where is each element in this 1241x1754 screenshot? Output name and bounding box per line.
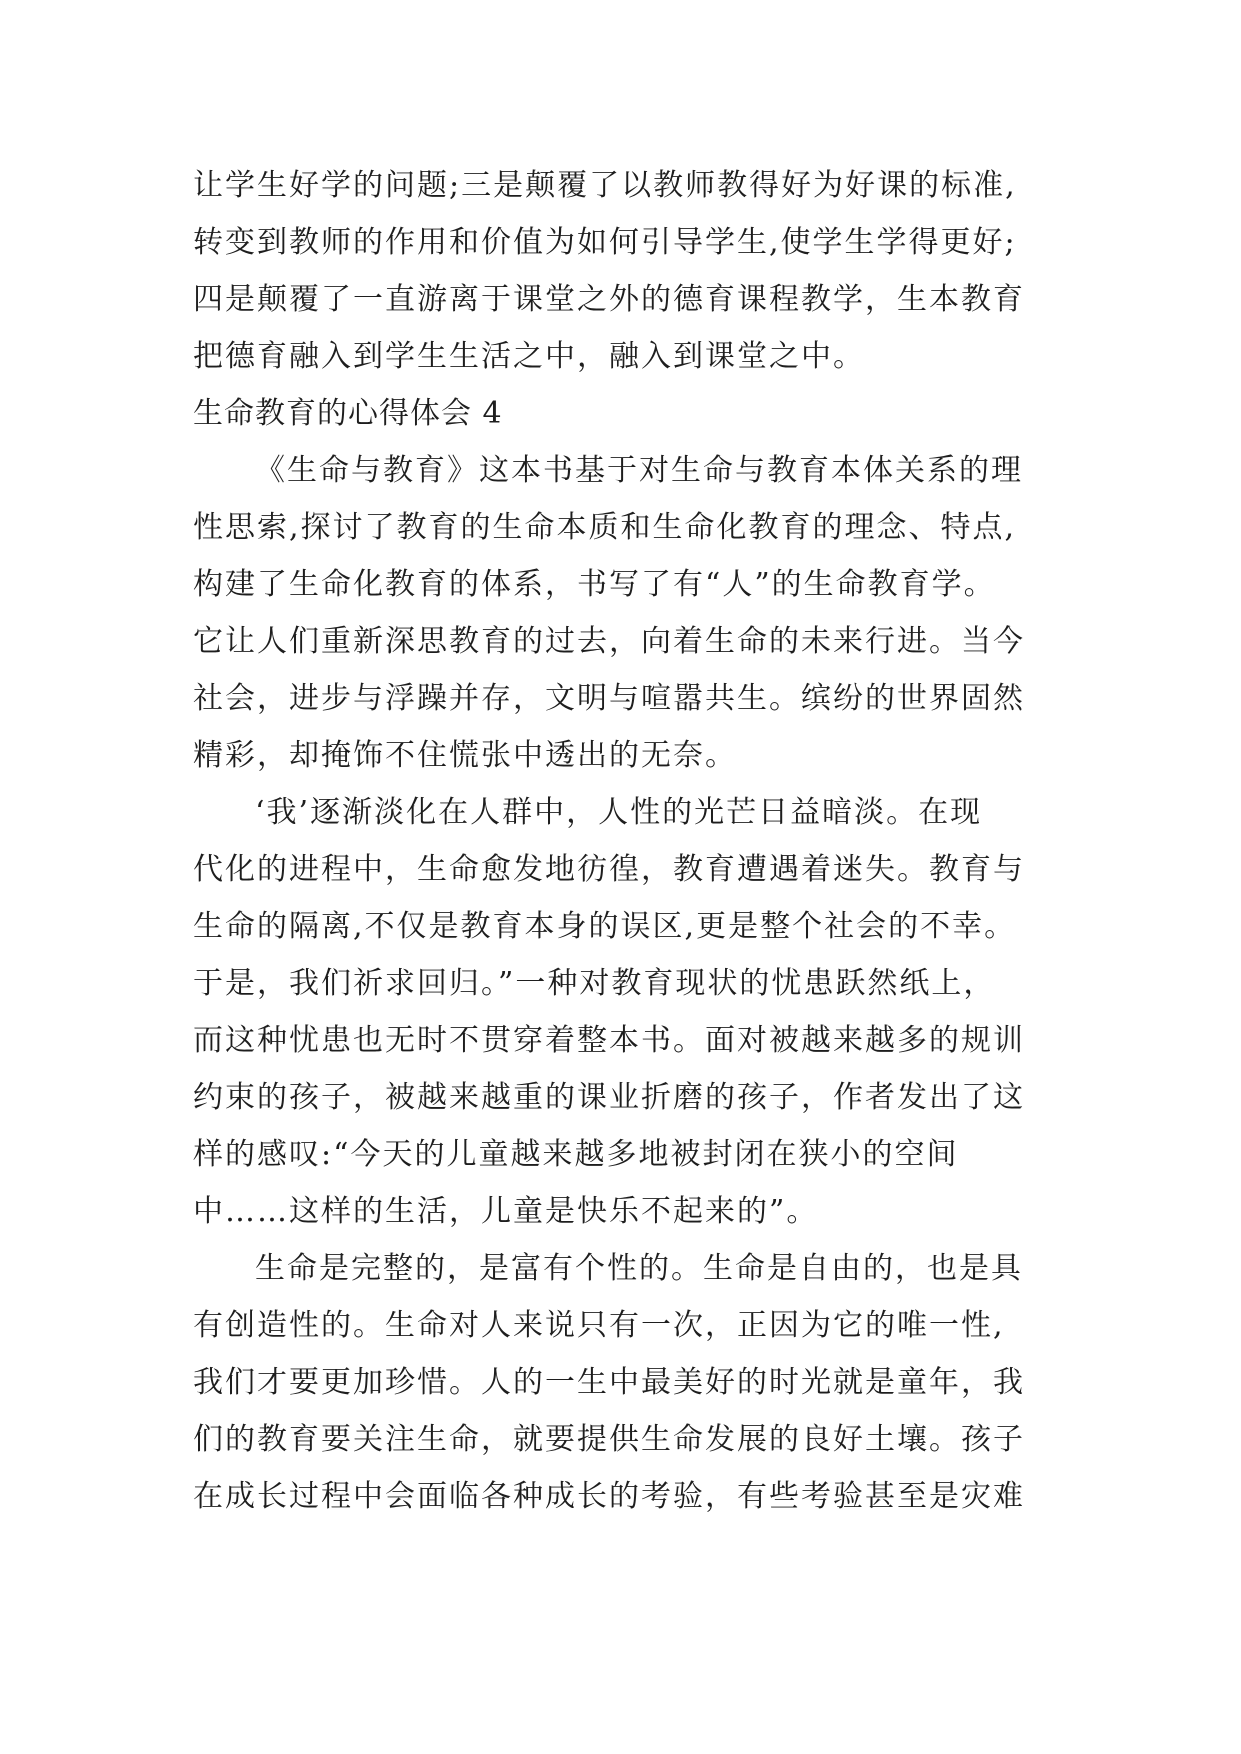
- text-line: 代化的进程中，生命愈发地彷徨，教育遭遇着迷失。教育与: [193, 852, 1025, 887]
- text-line: ‘我’逐渐淡化在人群中，人性的光芒日益暗淡。在现: [255, 795, 983, 830]
- text-line: 约束的孩子，被越来越重的课业折磨的孩子，作者发出了这: [193, 1080, 1025, 1115]
- text-line: 样的感叹:“今天的儿童越来越多地被封闭在狭小的空间: [193, 1137, 959, 1172]
- text-line: 在成长过程中会面临各种成长的考验，有些考验甚至是灾难: [193, 1479, 1025, 1514]
- text-line: 把德育融入到学生生活之中，融入到课堂之中。: [193, 339, 865, 374]
- text-line: 让学生好学的问题;三是颠覆了以教师教得好为好课的标准,: [193, 168, 1017, 203]
- text-line: 中……这样的生活，儿童是快乐不起来的”。: [193, 1194, 819, 1229]
- text-line: 性思索,探讨了教育的生命本质和生命化教育的理念、特点,: [193, 510, 1017, 545]
- text-line: 而这种忧患也无时不贯穿着整本书。面对被越来越多的规训: [193, 1023, 1025, 1058]
- text-line: 生命是完整的，是富有个性的。生命是自由的，也是具: [255, 1251, 1023, 1286]
- text-line: 转变到教师的作用和价值为如何引导学生,使学生学得更好;: [193, 225, 1017, 260]
- text-line: 们的教育要关注生命，就要提供生命发展的良好土壤。孩子: [193, 1422, 1025, 1457]
- section-heading: 生命教育的心得体会 4: [193, 396, 503, 431]
- text-line: 社会，进步与浮躁并存，文明与喧嚣共生。缤纷的世界固然: [193, 681, 1025, 716]
- text-line: 构建了生命化教育的体系，书写了有“人”的生命教育学。: [193, 567, 996, 602]
- text-line: 它让人们重新深思教育的过去，向着生命的未来行进。当今: [193, 624, 1025, 659]
- text-line: 有创造性的。生命对人来说只有一次，正因为它的唯一性,: [193, 1308, 1005, 1343]
- text-line: 生命的隔离,不仅是教育本身的误区,更是整个社会的不幸。: [193, 909, 1017, 944]
- text-line: 于是，我们祈求回归。”一种对教育现状的忧患跃然纸上，: [193, 966, 996, 1001]
- text-line: 四是颠覆了一直游离于课堂之外的德育课程教学，生本教育: [193, 282, 1025, 317]
- text-line: 我们才要更加珍惜。人的一生中最美好的时光就是童年，我: [193, 1365, 1025, 1400]
- text-line: 精彩，却掩饰不住慌张中透出的无奈。: [193, 738, 737, 773]
- text-line: 《生命与教育》这本书基于对生命与教育本体关系的理: [255, 453, 1023, 488]
